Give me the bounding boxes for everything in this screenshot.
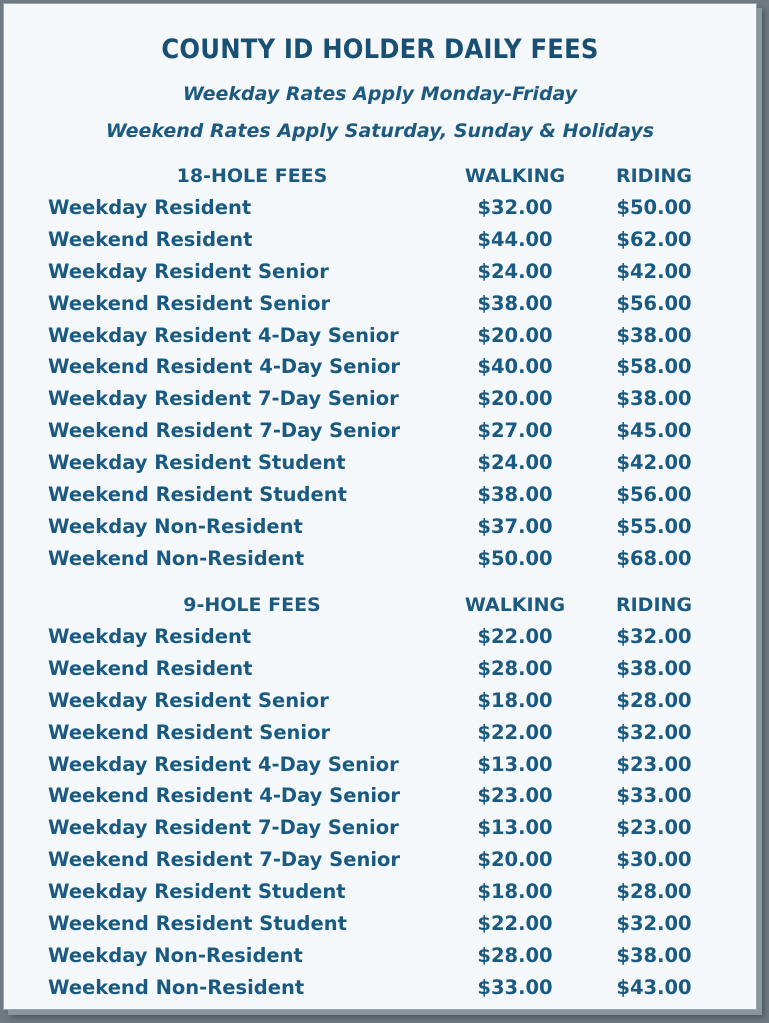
walking-fee: $23.00 (477, 784, 553, 808)
fee-label: Weekday Resident (48, 196, 252, 219)
fee-row (4, 194, 756, 226)
riding-fee: $33.00 (616, 784, 692, 808)
fee-row (4, 974, 756, 1006)
fee-label: Weekday Resident Student (48, 451, 346, 475)
walking-fee: $20.00 (477, 323, 553, 347)
riding-fee: $58.00 (616, 355, 692, 379)
riding-fee: $42.00 (616, 259, 692, 283)
section-heading: 9-HOLE FEES (183, 594, 321, 616)
column-header-walking: WALKING (464, 165, 566, 187)
fee-row (4, 226, 756, 258)
walking-fee: $20.00 (477, 848, 553, 872)
walking-fee: $44.00 (477, 227, 553, 251)
riding-fee: $38.00 (616, 943, 692, 967)
section-header (4, 163, 756, 194)
riding-fee: $42.00 (616, 451, 692, 475)
fee-label: Weekday Resident Senior (48, 259, 329, 283)
riding-fee: $45.00 (616, 419, 692, 443)
fee-row (4, 910, 756, 942)
riding-fee: $62.00 (616, 227, 692, 251)
fee-label: Weekday Non-Resident (48, 943, 303, 967)
walking-fee: $40.00 (477, 355, 553, 379)
fee-row (4, 878, 756, 910)
page-title: COUNTY ID HOLDER DAILY FEES (161, 34, 599, 65)
fee-label: Weekend Resident 7-Day Senior (48, 848, 401, 872)
fee-label: Weekend Resident 7-Day Senior (48, 419, 401, 443)
fee-label: Weekday Resident 4-Day Senior (48, 752, 399, 776)
fee-row (4, 322, 756, 354)
walking-fee: $50.00 (477, 546, 553, 570)
fee-label: Weekday Non-Resident (48, 514, 303, 538)
fee-row (4, 545, 756, 577)
fee-label: Weekend Resident Senior (48, 291, 331, 315)
fee-row (4, 290, 756, 322)
fee-label: Weekday Resident (48, 625, 252, 648)
walking-fee: $24.00 (477, 451, 553, 475)
riding-fee: $28.00 (616, 688, 692, 712)
column-header-walking: WALKING (464, 594, 566, 616)
fee-row (4, 751, 756, 783)
walking-fee: $22.00 (477, 720, 553, 744)
fee-row (4, 481, 756, 513)
fee-row (4, 655, 756, 687)
column-header-riding: RIDING (615, 165, 693, 187)
walking-fee: $18.00 (477, 688, 553, 712)
fee-row (4, 513, 756, 545)
walking-fee: $13.00 (477, 752, 553, 776)
fee-label: Weekday Resident 7-Day Senior (48, 387, 399, 411)
fee-label: Weekday Resident Student (48, 880, 346, 904)
fee-label: Weekend Non-Resident (48, 975, 305, 999)
walking-fee: $27.00 (477, 419, 553, 443)
riding-fee: $50.00 (616, 196, 692, 219)
riding-fee: $32.00 (616, 912, 692, 936)
fee-rows (4, 623, 756, 1006)
fee-row (4, 623, 756, 655)
fee-label: Weekday Resident 7-Day Senior (48, 816, 399, 840)
riding-fee: $30.00 (616, 848, 692, 872)
walking-fee: $37.00 (477, 514, 553, 538)
fee-label: Weekday Resident 4-Day Senior (48, 323, 399, 347)
fee-label: Weekend Resident (48, 656, 253, 680)
fee-label: Weekend Resident Senior (48, 720, 331, 744)
fee-row (4, 385, 756, 417)
riding-fee: $23.00 (616, 752, 692, 776)
fee-row (4, 942, 756, 974)
riding-fee: $55.00 (616, 514, 692, 538)
section-18-hole (4, 163, 756, 577)
fee-label: Weekend Resident Student (48, 483, 347, 507)
weekday-note: Weekday Rates Apply Monday-Friday (182, 83, 578, 105)
fee-row (4, 258, 756, 290)
column-header-riding: RIDING (615, 594, 693, 616)
fee-row (4, 449, 756, 481)
walking-fee: $38.00 (477, 291, 553, 315)
riding-fee: $38.00 (616, 323, 692, 347)
section-heading: 18-HOLE FEES (176, 165, 328, 187)
walking-fee: $24.00 (477, 259, 553, 283)
fee-label: Weekend Resident 4-Day Senior (48, 784, 401, 808)
riding-fee: $56.00 (616, 483, 692, 507)
fee-label: Weekend Resident 4-Day Senior (48, 355, 401, 379)
fee-label: Weekday Resident Senior (48, 688, 329, 712)
fee-sheet (3, 3, 757, 1010)
riding-fee: $28.00 (616, 880, 692, 904)
walking-fee: $18.00 (477, 880, 553, 904)
walking-fee: $38.00 (477, 483, 553, 507)
riding-fee: $23.00 (616, 816, 692, 840)
fee-label: Weekend Resident Student (48, 912, 347, 936)
riding-fee: $56.00 (616, 291, 692, 315)
walking-fee: $28.00 (477, 656, 553, 680)
fee-rows (4, 194, 756, 577)
fee-row (4, 353, 756, 385)
riding-fee: $38.00 (616, 656, 692, 680)
fee-row (4, 719, 756, 751)
fee-row (4, 814, 756, 846)
walking-fee: $28.00 (477, 943, 553, 967)
fee-row (4, 417, 756, 449)
fee-row (4, 687, 756, 719)
fee-label: Weekend Resident (48, 227, 253, 251)
riding-fee: $32.00 (616, 720, 692, 744)
section-header (4, 592, 756, 623)
riding-fee: $32.00 (616, 625, 692, 648)
section-9-hole (4, 592, 756, 1006)
riding-fee: $38.00 (616, 387, 692, 411)
walking-fee: $22.00 (477, 625, 553, 648)
riding-fee: $43.00 (616, 975, 692, 999)
fee-label: Weekend Non-Resident (48, 546, 305, 570)
walking-fee: $32.00 (477, 196, 553, 219)
walking-fee: $13.00 (477, 816, 553, 840)
walking-fee: $33.00 (477, 975, 553, 999)
fee-row (4, 782, 756, 814)
riding-fee: $68.00 (616, 546, 692, 570)
weekend-note: Weekend Rates Apply Saturday, Sunday & Holidays (105, 120, 655, 142)
fee-row (4, 846, 756, 878)
walking-fee: $22.00 (477, 912, 553, 936)
walking-fee: $20.00 (477, 387, 553, 411)
